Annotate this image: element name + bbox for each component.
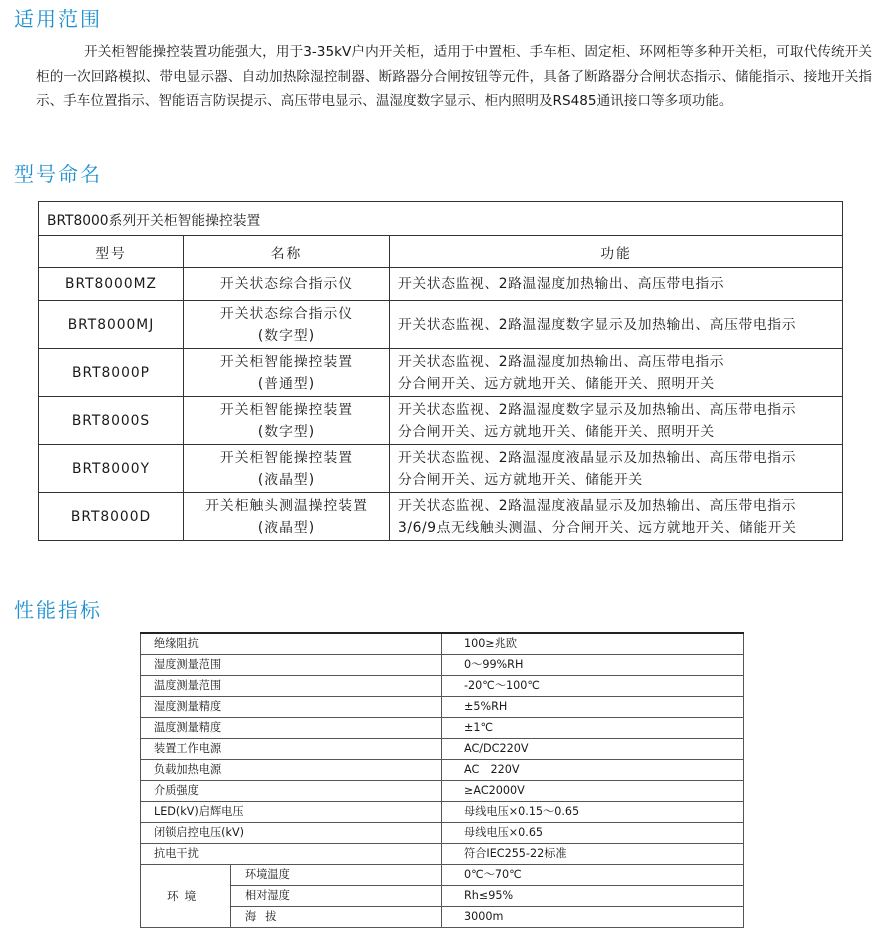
model-code: BRT8000S xyxy=(39,397,184,445)
spec-label: 湿度测量精度 xyxy=(141,697,442,718)
model-name-line: 开关柜智能操控装置 xyxy=(219,449,354,466)
spec-row xyxy=(141,697,744,718)
spec-row xyxy=(141,655,744,676)
model-function xyxy=(390,349,843,397)
environment-label: 环境 xyxy=(141,865,231,928)
env-label: 相对湿度 xyxy=(231,886,442,907)
model-name-type: (数字型) xyxy=(257,423,316,440)
env-value: 3000m xyxy=(442,907,744,928)
model-code: BRT8000MZ xyxy=(39,268,184,301)
table-row xyxy=(39,493,843,541)
spec-value: ≥AC2000V xyxy=(442,781,744,802)
model-name xyxy=(184,349,390,397)
model-function xyxy=(390,445,843,493)
model-code: BRT8000P xyxy=(39,349,184,397)
model-function-line: 开关状态监视、2路温湿度液晶显示及加热输出、高压带电指示 xyxy=(398,497,797,514)
spec-value: AC/DC220V xyxy=(442,739,744,760)
spec-value: AC 220V xyxy=(442,760,744,781)
model-name xyxy=(184,445,390,493)
model-code: BRT8000MJ xyxy=(39,301,184,349)
model-name-line: 开关柜智能操控装置 xyxy=(219,401,354,418)
model-name-type: (液晶型) xyxy=(257,519,316,536)
env-value: Rh≤95% xyxy=(442,886,744,907)
model-function-line: 分合闸开关、远方就地开关、储能开关、照明开关 xyxy=(398,423,715,440)
model-name-line: 开关柜智能操控装置 xyxy=(219,353,354,370)
spec-row xyxy=(141,802,744,823)
spec-label: 湿度测量范围 xyxy=(141,655,442,676)
table-row xyxy=(39,397,843,445)
model-function xyxy=(390,301,843,349)
section-title-scope: 适用范围 xyxy=(14,7,102,31)
model-code: BRT8000D xyxy=(39,493,184,541)
intro-paragraph: 开关柜智能操控装置功能强大，用于3-35kV户内开关柜，适用于中置柜、手车柜、固定柜、环网柜等多种开关柜，可取代传统开关柜的一次回路模拟、带电显示器、自动加热除湿控制器、断路器分合闸按钮等元件，具备了断路器分合闸状态指示、储能指示、接地开关指示、手车位置指示、智能语言防误提示、高压带电显示、温湿度数字显示、柜内照明及RS485通讯接口等多项功能。 xyxy=(36,44,872,109)
model-name-line: 开关柜触头测温操控装置 xyxy=(205,497,368,514)
model-table xyxy=(38,201,843,541)
model-name xyxy=(184,493,390,541)
section-title-performance: 性能指标 xyxy=(14,598,102,622)
spec-value: 母线电压×0.65 xyxy=(442,823,744,844)
spec-row xyxy=(141,844,744,865)
model-function xyxy=(390,397,843,445)
spec-value: 符合IEC255-22标准 xyxy=(442,844,744,865)
header-name: 名称 xyxy=(184,236,390,268)
spec-row xyxy=(141,907,744,928)
model-function-line: 开关状态监视、2路温湿度加热输出、高压带电指示 xyxy=(398,353,725,370)
header-function: 功能 xyxy=(390,236,843,268)
model-name xyxy=(184,301,390,349)
spec-row xyxy=(141,676,744,697)
model-function-line: 开关状态监视、2路温湿度数字显示及加热输出、高压带电指示 xyxy=(398,401,797,418)
spec-row xyxy=(141,886,744,907)
spec-value: 100≥兆欧 xyxy=(442,633,744,655)
model-code: BRT8000Y xyxy=(39,445,184,493)
spec-label: 温度测量范围 xyxy=(141,676,442,697)
spec-table xyxy=(140,632,744,928)
model-name-type: (液晶型) xyxy=(257,471,316,488)
env-label: 环境温度 xyxy=(231,865,442,886)
table-row xyxy=(39,301,843,349)
spec-row xyxy=(141,865,744,886)
model-table-caption: BRT8000系列开关柜智能操控装置 xyxy=(39,202,843,236)
header-model: 型号 xyxy=(39,236,184,268)
env-value: 0℃～70℃ xyxy=(442,865,744,886)
section-title-model: 型号命名 xyxy=(14,162,102,186)
spec-value: -20℃～100℃ xyxy=(442,676,744,697)
model-function xyxy=(390,268,843,301)
spec-row xyxy=(141,760,744,781)
table-row xyxy=(39,445,843,493)
spec-label: 抗电干扰 xyxy=(141,844,442,865)
model-name-type: (普通型) xyxy=(257,375,316,392)
model-name xyxy=(184,268,390,301)
model-function-line: 3/6/9点无线触头测温、分合闸开关、远方就地开关、储能开关 xyxy=(398,519,797,536)
env-label: 海拔 xyxy=(231,907,442,928)
model-function-line: 开关状态监视、2路温湿度加热输出、高压带电指示 xyxy=(398,276,725,292)
spec-row xyxy=(141,823,744,844)
spec-value: 0～99%RH xyxy=(442,655,744,676)
model-function-line: 开关状态监视、2路温湿度液晶显示及加热输出、高压带电指示 xyxy=(398,449,797,466)
model-function xyxy=(390,493,843,541)
spec-label: 闭锁启控电压(kV) xyxy=(141,823,442,844)
model-function-line: 分合闸开关、远方就地开关、储能开关 xyxy=(398,471,643,488)
model-name-type: (数字型) xyxy=(257,327,316,344)
spec-row xyxy=(141,781,744,802)
spec-row xyxy=(141,739,744,760)
spec-value: ±1℃ xyxy=(442,718,744,739)
spec-value: 母线电压×0.15～0.65 xyxy=(442,802,744,823)
spec-label: 温度测量精度 xyxy=(141,718,442,739)
spec-label: 负载加热电源 xyxy=(141,760,442,781)
spec-label: LED(kV)启辉电压 xyxy=(141,802,442,823)
spec-row xyxy=(141,718,744,739)
spec-value: ±5%RH xyxy=(442,697,744,718)
model-function-line: 开关状态监视、2路温湿度数字显示及加热输出、高压带电指示 xyxy=(398,316,797,333)
spec-row xyxy=(141,633,744,655)
spec-label: 介质强度 xyxy=(141,781,442,802)
spec-label: 装置工作电源 xyxy=(141,739,442,760)
model-name-line: 开关状态综合指示仪 xyxy=(219,305,354,322)
model-name xyxy=(184,397,390,445)
table-row xyxy=(39,268,843,301)
model-name-line: 开关状态综合指示仪 xyxy=(219,276,354,292)
table-row xyxy=(39,349,843,397)
model-function-line: 分合闸开关、远方就地开关、储能开关、照明开关 xyxy=(398,375,715,392)
spec-label: 绝缘阻抗 xyxy=(141,633,442,655)
